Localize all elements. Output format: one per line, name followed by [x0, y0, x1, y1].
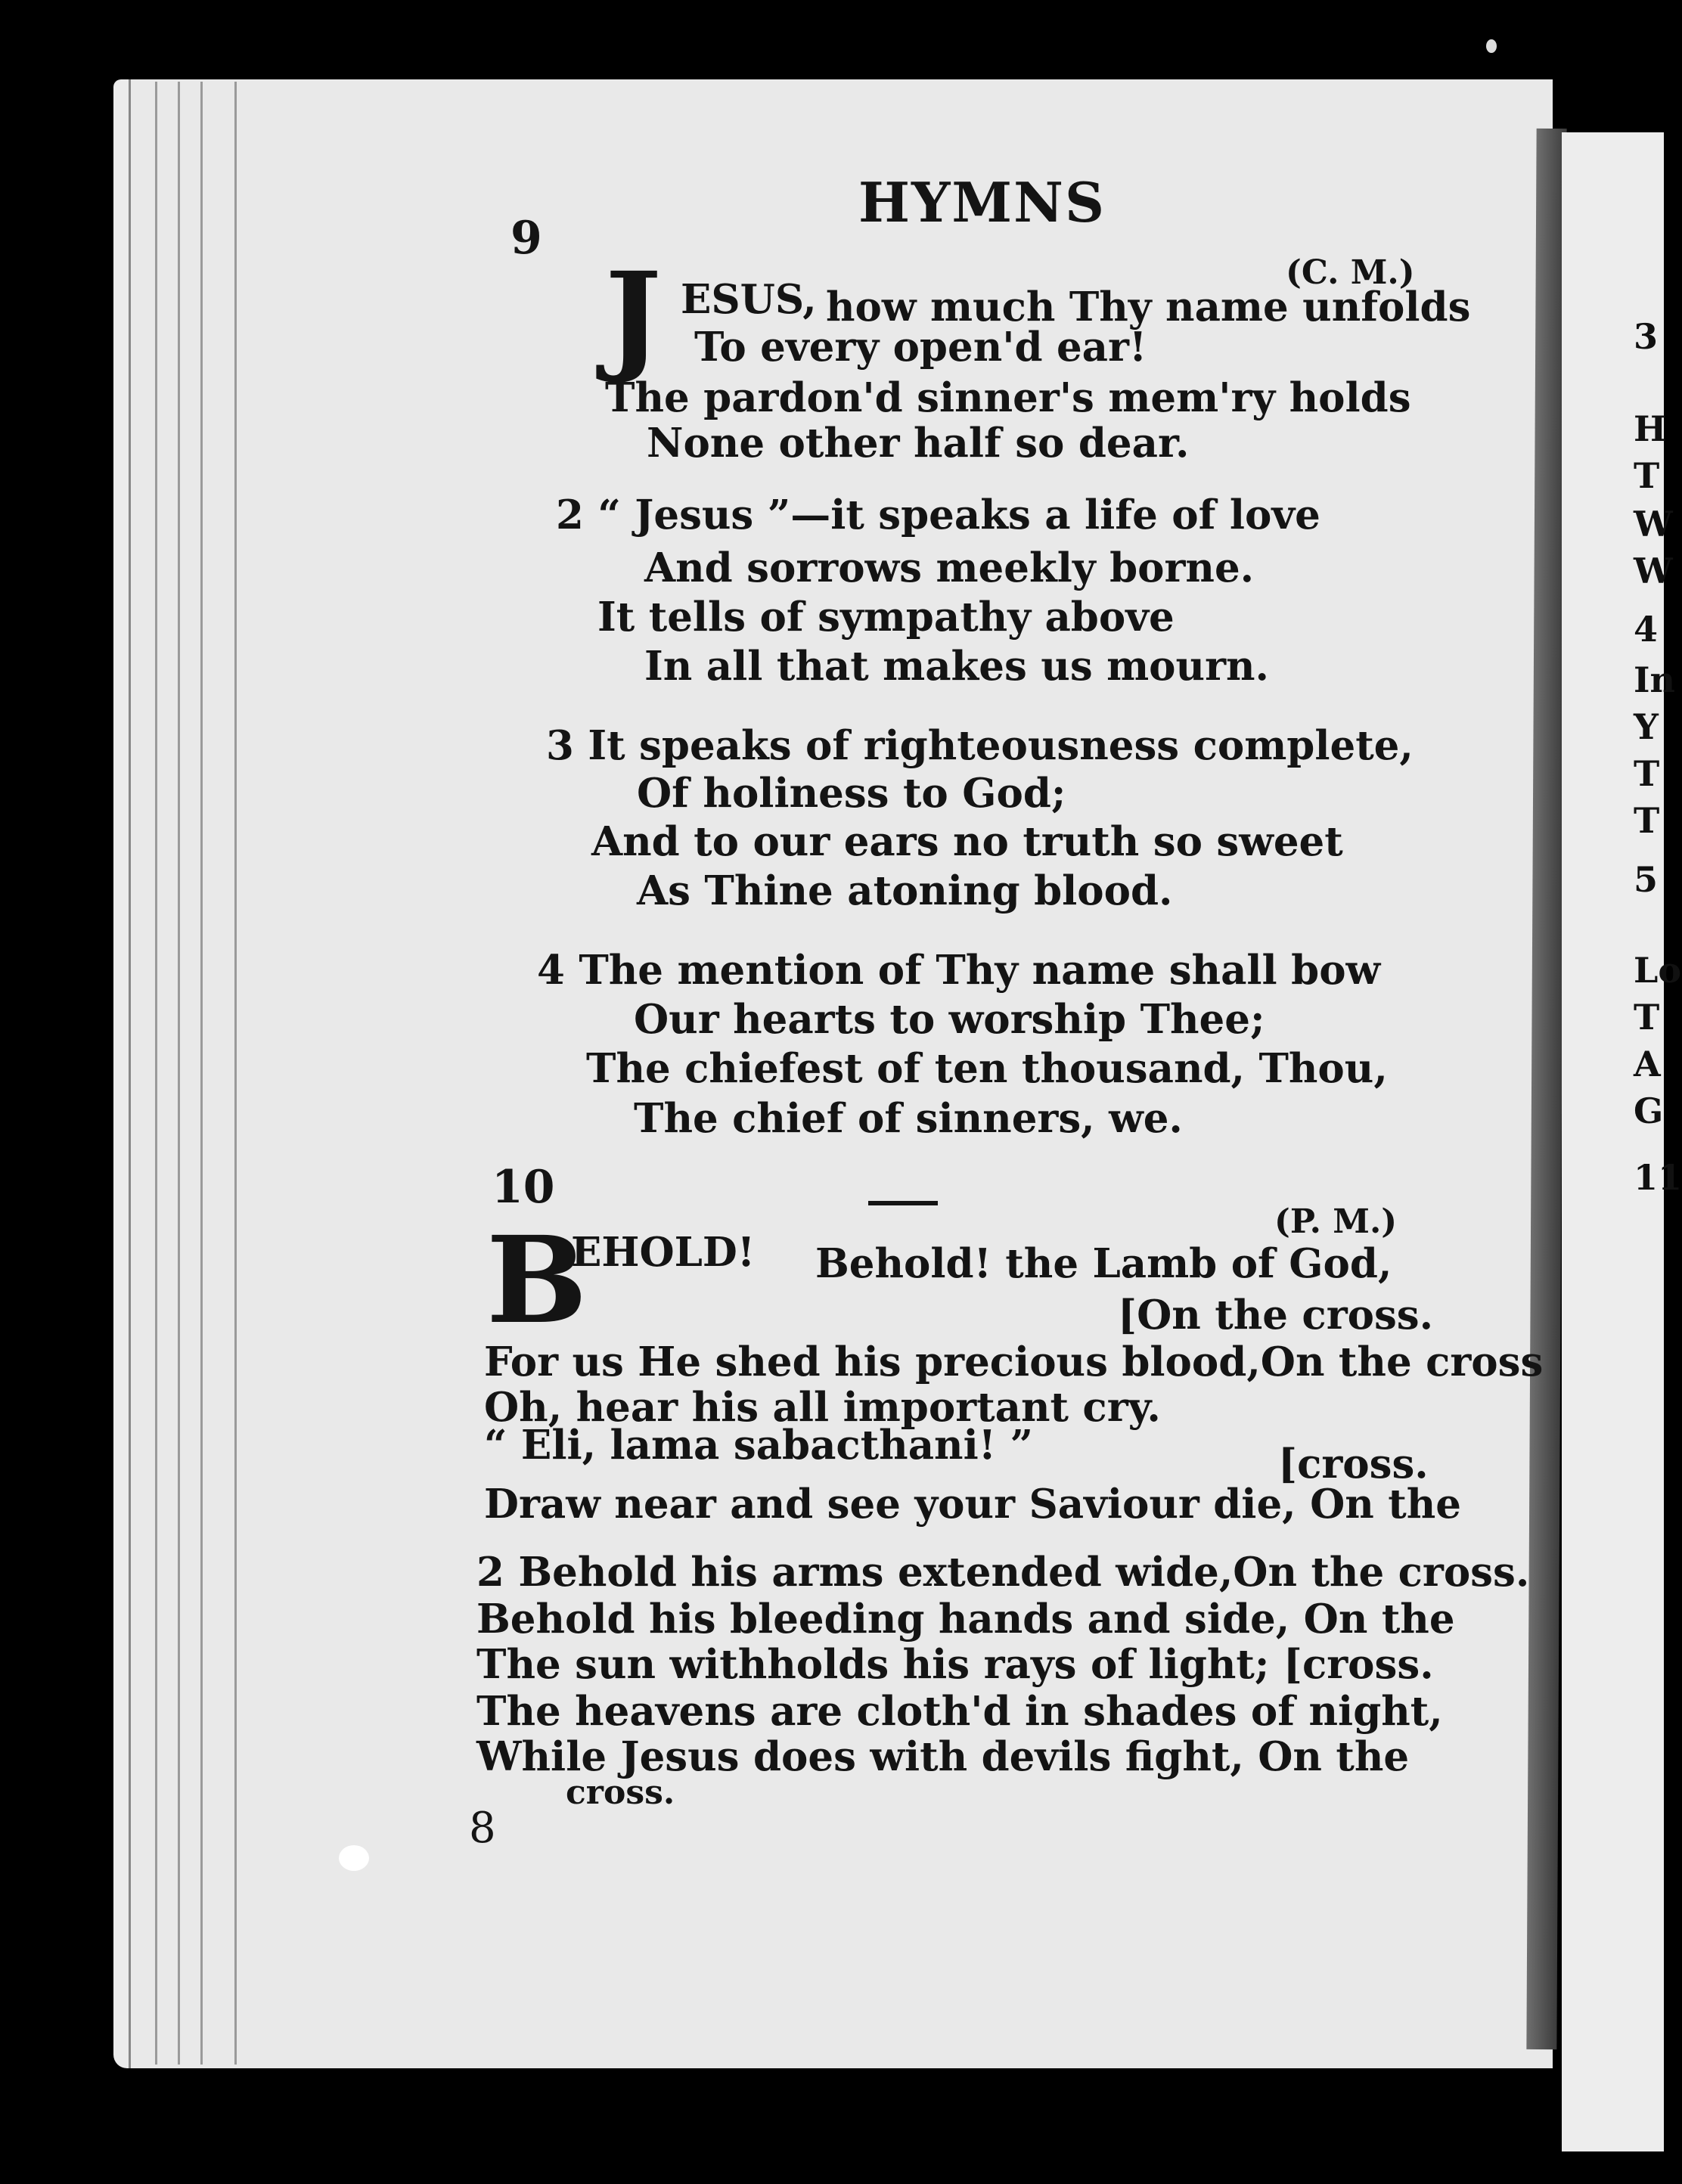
drop-cap: J	[605, 247, 662, 386]
verse-line: The chiefest of ten thousand, Thou,	[586, 1045, 1388, 1092]
facing-page-fragment: A	[1634, 1044, 1661, 1084]
facing-page-fragment: 4	[1634, 609, 1659, 650]
facing-page-fragment: T	[1634, 997, 1660, 1038]
paper-speck	[339, 1845, 369, 1871]
verse-line: 4 The mention of Thy name shall bow	[537, 947, 1381, 994]
verse-line: how much Thy name unfolds	[826, 284, 1471, 330]
hymn-divider	[868, 1201, 938, 1205]
facing-page-fragment: G	[1634, 1090, 1664, 1131]
verse-line: The sun withholds his rays of light; [cross.	[476, 1641, 1434, 1688]
verse-line: As Thine atoning blood.	[637, 867, 1173, 914]
verse-line: Of holiness to God;	[637, 770, 1066, 817]
verse-line: 2 “ Jesus ”—it speaks a life of love	[556, 492, 1320, 538]
verse-line: None other half so dear.	[647, 420, 1190, 467]
page-number: 8	[469, 1804, 496, 1853]
verse-line: [On the cross.	[1118, 1292, 1434, 1339]
verse-line: And sorrows meekly borne.	[644, 544, 1255, 591]
verse-line: Draw near and see your Saviour die, On the	[484, 1481, 1461, 1528]
facing-page-fragment: T	[1634, 455, 1660, 496]
verse-line: And to our ears no truth so sweet	[591, 818, 1343, 865]
facing-page-fragment: 5	[1634, 859, 1659, 900]
page-header-title: HYMNS	[858, 170, 1106, 234]
facing-page-fragment: 11	[1634, 1157, 1682, 1198]
facing-page-fragment: Lo	[1634, 950, 1682, 991]
hymn-number: 9	[510, 212, 542, 265]
verse-line: In all that makes us mourn.	[644, 643, 1269, 690]
facing-page-fragment: T	[1634, 800, 1660, 841]
verse-line: Oh, hear his all important cry.	[484, 1384, 1161, 1431]
facing-page-fragment: Y	[1634, 706, 1659, 747]
verse-line: To every open'd ear!	[694, 324, 1147, 371]
facing-page-fragment: In	[1634, 659, 1675, 700]
facing-page-fragment: H	[1634, 408, 1667, 449]
verse-line: While Jesus does with devils fight, On the	[476, 1733, 1410, 1780]
facing-page-fragment: T	[1634, 753, 1660, 794]
hymn-meter: (C. M.)	[1286, 253, 1415, 292]
verse-line: Behold his bleeding hands and side, On the	[476, 1596, 1455, 1643]
verse-line: Our hearts to worship Thee;	[634, 996, 1265, 1043]
verse-line: The pardon'd sinner's mem'ry holds	[605, 374, 1411, 421]
page-edge-line	[234, 82, 237, 2065]
verse-line: “ Eli, lama sabacthani! ”	[484, 1422, 1033, 1469]
verse-line: The heavens are cloth'd in shades of night,	[476, 1688, 1443, 1735]
verse-line: It tells of sympathy above	[597, 594, 1175, 641]
verse-line: 2 Behold his arms extended wide,On the cross.	[476, 1549, 1530, 1596]
paper-speck	[1486, 39, 1497, 53]
page-edge-line	[155, 82, 157, 2065]
hymn-number: 10	[492, 1161, 555, 1214]
facing-page-fragment: W	[1634, 551, 1673, 591]
page-edge-line	[200, 82, 203, 2065]
verse-line: 3 It speaks of righteousness complete,	[546, 722, 1414, 769]
hymn-first-word: EHOLD!	[571, 1229, 756, 1276]
verse-line: cross.	[566, 1773, 675, 1812]
hymn-meter: (P. M.)	[1274, 1202, 1398, 1241]
facing-page-fragment: W	[1634, 504, 1673, 544]
verse-line: The chief of sinners, we.	[634, 1095, 1183, 1142]
verse-line: For us He shed his precious blood,On the cross	[484, 1339, 1544, 1385]
drop-cap: B	[486, 1211, 588, 1351]
page-edge-line	[178, 82, 180, 2065]
facing-page-fragment: 3	[1634, 316, 1659, 357]
verse-line: [cross.	[1278, 1441, 1429, 1488]
hymn-first-word: ESUS,	[681, 276, 817, 323]
verse-line: Behold! the Lamb of God,	[815, 1240, 1392, 1287]
